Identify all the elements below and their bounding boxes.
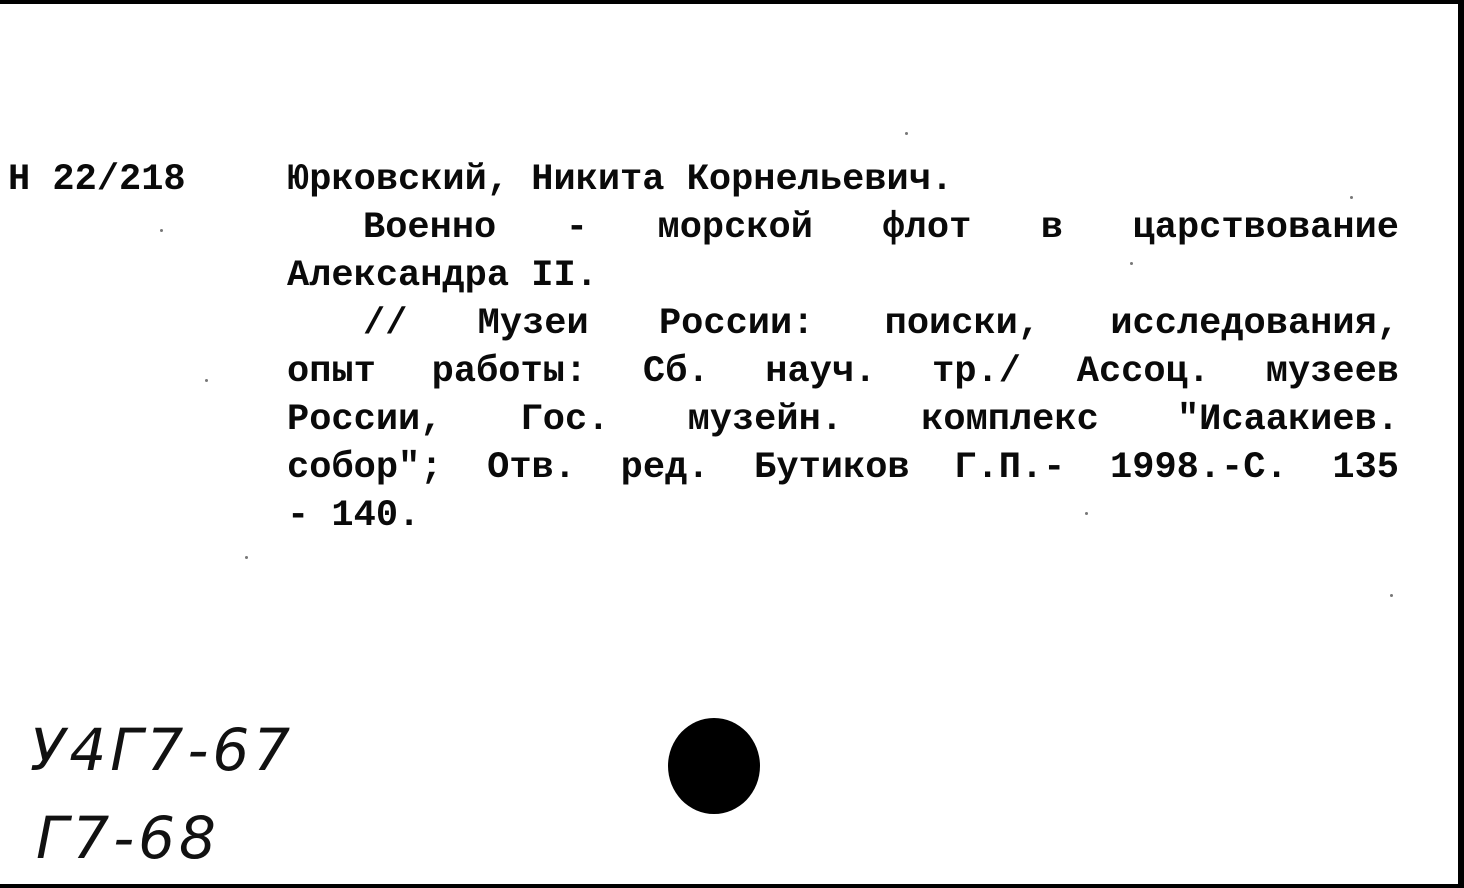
source-line-3: России, Гос. музейн. комплекс "Исаакиев. <box>287 399 1399 441</box>
call-number: Н 22/218 <box>8 159 186 201</box>
scan-speck <box>1085 512 1088 515</box>
scan-speck <box>1350 196 1353 199</box>
source-line-1: // Музеи России: поиски, исследования, <box>363 303 1399 345</box>
source-line-4: собор"; Отв. ред. Бутиков Г.П.- 1998.-С. 135 <box>287 447 1399 489</box>
scan-speck <box>205 379 208 382</box>
scan-speck <box>1390 594 1393 597</box>
handwritten-shelfmark-2: Г7-68 <box>36 804 220 872</box>
scan-speck <box>160 229 163 232</box>
scan-speck <box>905 132 908 135</box>
title-line-2: Александра II. <box>287 255 598 297</box>
title-line-1: Военно - морской флот в царствование <box>363 207 1399 249</box>
scan-speck <box>1130 262 1133 265</box>
source-line-2: опыт работы: Сб. науч. тр./ Ассоц. музеев <box>287 351 1399 393</box>
author-line: Юрковский, Никита Корнельевич. <box>287 159 954 201</box>
card-punch-hole <box>668 718 760 814</box>
bibliographic-entry <box>287 156 1399 540</box>
handwritten-shelfmark-1: У4Г7-67 <box>30 716 295 784</box>
source-line-5: - 140. <box>287 495 421 537</box>
scan-speck <box>245 556 248 559</box>
